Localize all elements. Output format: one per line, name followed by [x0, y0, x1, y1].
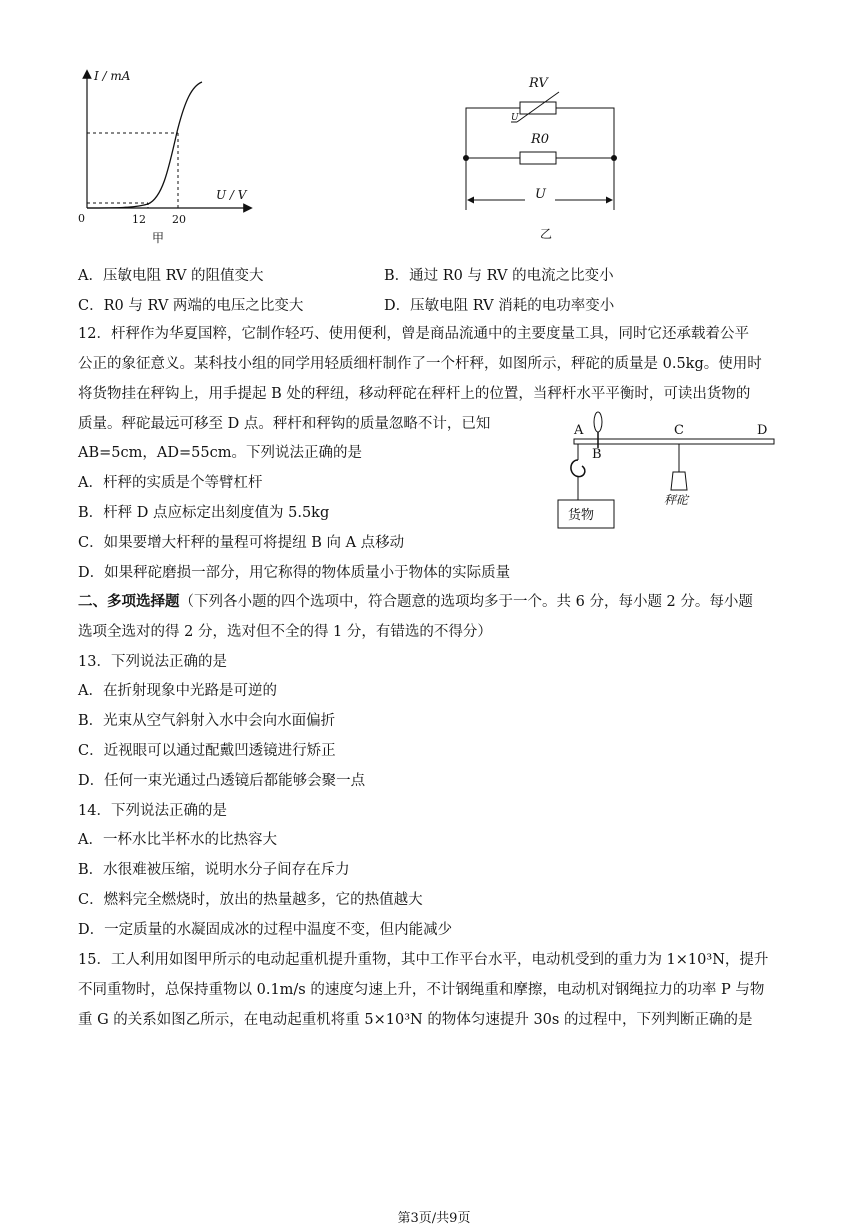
weight-shape — [671, 472, 687, 490]
q12-line-1: 12．杆秤作为华夏国粹，它制作轻巧、使用便利，曾是商品流通中的主要度量工具，同时它还承载着公平 — [78, 326, 749, 342]
tick-20-label: 20 — [172, 213, 186, 226]
section2-title: 二、多项选择题 — [78, 593, 180, 610]
rv-u-small: U — [511, 113, 519, 123]
q13-option-d: D．任何一束光通过凸透镜后都能够会聚一点 — [78, 773, 366, 789]
top-branch-wire-right — [556, 108, 614, 158]
q15-line-1: 15．工人利用如图甲所示的电动起重机提升重物，其中工作平台水平，电动机受到的重力为 1×10³N，提升 — [78, 952, 769, 968]
q13-option-b: B．光束从空气斜射入水中会向水面偏折 — [78, 713, 336, 729]
q12-option-d: D．如果秤砣磨损一部分，用它称得的物体质量小于物体的实际质量 — [78, 565, 511, 581]
q15-line-2: 不同重物时，总保持重物以 0.1m/s 的速度匀速上升，不计钢绳重和摩擦，电动机对钢绳拉力的功率 P 与物 — [78, 982, 765, 998]
q13-option-c: C．近视眼可以通过配戴凹透镜进行矫正 — [78, 743, 336, 759]
r0-label: R0 — [531, 132, 550, 147]
point-c-label: C — [674, 423, 684, 438]
rv-label: RV — [529, 76, 548, 91]
r0-resistor — [520, 152, 556, 164]
q14-option-c: C．燃料完全燃烧时，放出的热量越多，它的热值越大 — [78, 892, 423, 908]
q14-option-d: D．一定质量的水凝固成冰的过程中温度不变，但内能减少 — [78, 922, 453, 938]
rv-resistor — [520, 102, 556, 114]
iu-curve — [87, 82, 202, 208]
goods-label: 货物 — [568, 508, 595, 523]
section2-desc-2: 选项全选对的得 2 分，选对但不全的得 1 分，有错选的不得分） — [78, 624, 492, 640]
q12-option-b: B．杆秤 D 点应标定出刻度值为 5.5kg — [78, 505, 330, 521]
q12-option-a: A．杆秤的实质是个等臂杠杆 — [78, 475, 263, 491]
q13-option-a: A．在折射现象中光路是可逆的 — [78, 683, 277, 699]
section2-desc-1: （下列各小题的四个选项中，符合题意的选项均多于一个。共 6 分，每小题 2 分。每小题 — [179, 594, 753, 610]
circuit-yi — [455, 70, 625, 245]
hook-shape — [571, 460, 585, 477]
q14-option-a: A．一杯水比半杯水的比热容大 — [78, 832, 277, 848]
q11-option-c: C．R0 与 RV 两端的电压之比变大 — [78, 298, 304, 314]
q13-stem: 13．下列说法正确的是 — [78, 654, 227, 670]
q12-option-c: C．如果要增大杆秤的量程可将提纽 B 向 A 点移动 — [78, 535, 405, 551]
caption-jia: 甲 — [152, 231, 165, 245]
y-axis-label: I / mA — [94, 69, 131, 83]
steelyard-rod — [574, 439, 774, 444]
u-label: U — [535, 187, 546, 202]
q14-stem: 14．下列说法正确的是 — [78, 803, 227, 819]
q11-option-b: B．通过 R0 与 RV 的电流之比变小 — [384, 268, 614, 284]
caption-yi: 乙 — [540, 227, 553, 241]
weight-label: 秤砣 — [664, 493, 689, 507]
q14-option-b: B．水很难被压缩，说明水分子间存在斥力 — [78, 862, 350, 878]
section2-header — [78, 592, 753, 612]
q12-line-4: 质量。秤砣最远可移至 D 点。秤杆和秤钩的质量忽略不计，已知 — [78, 416, 491, 432]
point-b-label: B — [592, 447, 602, 462]
q11-option-d: D．压敏电阻 RV 消耗的电功率变小 — [384, 298, 615, 314]
x-axis-label: U / V — [216, 188, 247, 202]
point-d-label: D — [757, 423, 768, 438]
q12-line-5: AB=5cm，AD=55cm。下列说法正确的是 — [78, 445, 362, 461]
q12-line-2: 公正的象征意义。某科技小组的同学用轻质细杆制作了一个杆秤，如图所示，秤砣的质量是 0.5kg。使用时 — [78, 356, 762, 372]
origin-label: 0 — [78, 212, 85, 225]
page-footer: 第3页/共9页 — [397, 1211, 471, 1226]
point-a-label: A — [574, 423, 584, 438]
lifting-loop — [594, 412, 602, 432]
q11-option-a: A．压敏电阻 RV 的阻值变大 — [78, 268, 264, 284]
tick-12-label: 12 — [132, 213, 146, 226]
graph-jia — [70, 62, 260, 247]
q15-line-3: 重 G 的关系如图乙所示，在电动起重机将重 5×10³N 的物体匀速提升 30s 的过程中，下列判断正确的是 — [78, 1012, 753, 1028]
steelyard-figure — [548, 408, 788, 533]
q12-line-3: 将货物挂在秤钩上，用手提起 B 处的秤纽，移动秤砣在秤杆上的位置，当秤杆水平平衡时，可读出货物的 — [78, 386, 751, 402]
